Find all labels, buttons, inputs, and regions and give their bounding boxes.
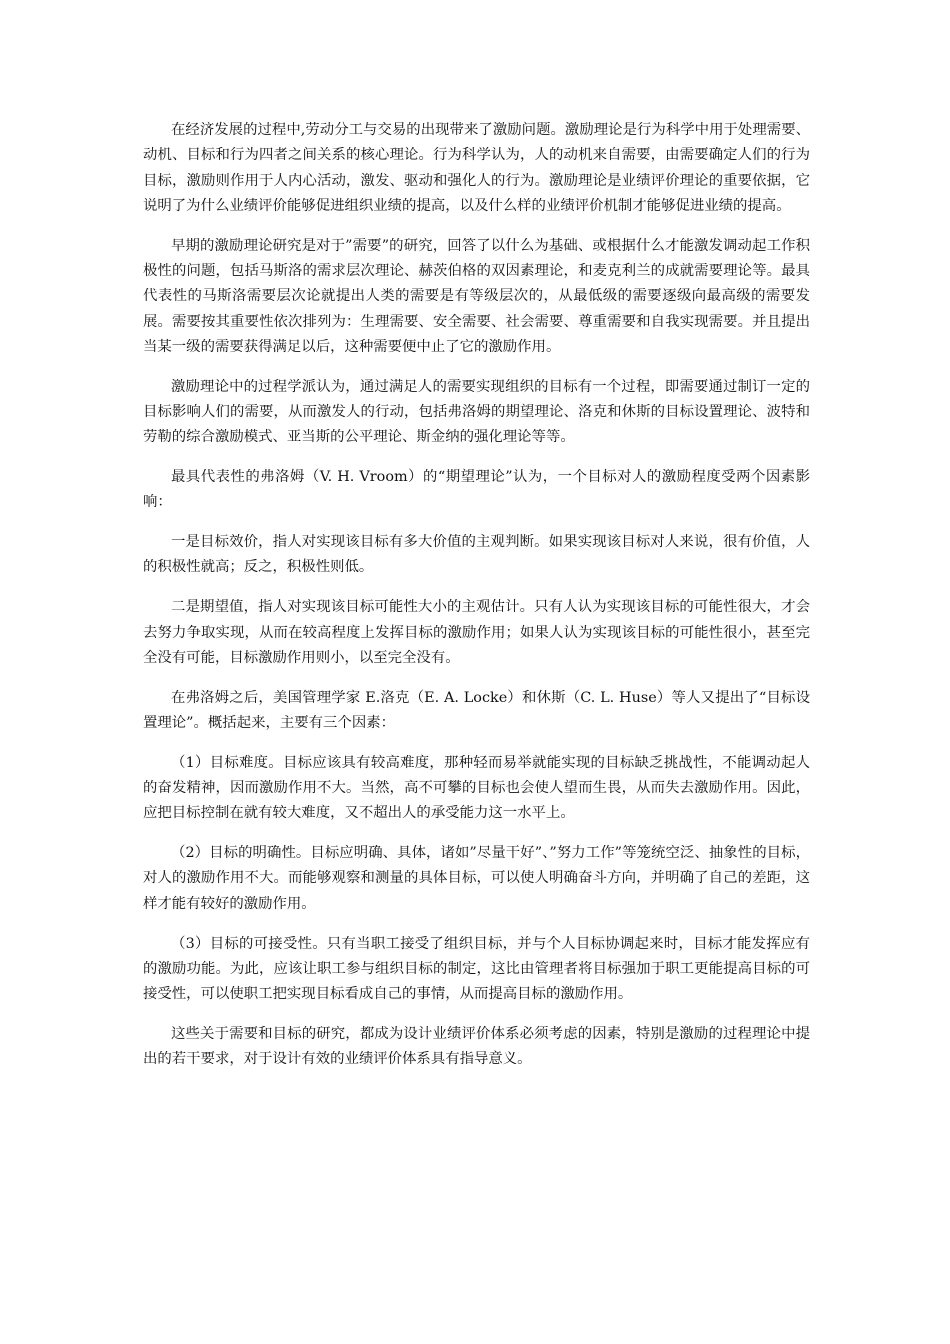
paragraph-4: 最具代表性的弗洛姆（V. H. Vroom）的“期望理论”认为，一个目标对人的激励程度受两个因素影响： xyxy=(143,469,810,511)
paragraph-1: 在经济发展的过程中,劳动分工与交易的出现带来了激励问题。激励理论是行为科学中用于处理需要、动机、目标和行为四者之间关系的核心理论。行为科学认为，人的动机来自需要，由需要确定人们的行为目标，激励则作用于人内心活动，激发、驱动和强化人的行为。激励理论是业绩评价理论的重要依据，它说明了为什么业绩评价能够促进组织业绩的提高，以及什么样的业绩评价机制才能够促进业绩的提高。 xyxy=(143,122,810,214)
paragraph-3: 激励理论中的过程学派认为，通过满足人的需要实现组织的目标有一个过程，即需要通过制订一定的目标影响人们的需要，从而激发人的行动，包括弗洛姆的期望理论、洛克和休斯的目标设置理论、波特和劳勒的综合激励模式、亚当斯的公平理论、斯金纳的强化理论等等。 xyxy=(143,378,810,446)
paragraph-8: （1）目标难度。目标应该具有较高难度，那种轻而易举就能实现的目标缺乏挑战性，不能调动起人的奋发精神，因而激励作用不大。当然，高不可攀的目标也会使人望而生畏，从而失去激励作用。因此，应把目标控制在就有较大难度，又不超出人的承受能力这一水平上。 xyxy=(143,754,810,822)
paragraph-5: 一是目标效价，指人对实现该目标有多大价值的主观判断。如果实现该目标对人来说，很有价值，人的积极性就高；反之，积极性则低。 xyxy=(143,534,810,576)
paragraph-9: （2）目标的明确性。目标应明确、具体，诸如”尽量干好”、”努力工作”等笼统空泛、抽象性的目标，对人的激励作用不大。而能够观察和测量的具体目标，可以使人明确奋斗方向，并明确了自己的差距，这样才能有较好的激励作用。 xyxy=(143,845,810,912)
paragraph-11: 这些关于需要和目标的研究，都成为设计业绩评价体系必须考虑的因素，特别是激励的过程理论中提出的若干要求，对于设计有效的业绩评价体系具有指导意义。 xyxy=(143,1025,810,1068)
paragraph-2: 早期的激励理论研究是对于”需要”的研究，回答了以什么为基础、或根据什么才能激发调动起工作积极性的问题，包括马斯洛的需求层次理论、赫茨伯格的双因素理论，和麦克利兰的成就需要理论等。最具代表性的马斯洛需要层次论就提出人类的需要是有等级层次的，从最低级的需要逐级向最高级的需要发展。需要按其重要性依次排列为：生理需要、安全需要、社会需要、尊重需要和自我实现需要。并且提出当某一级的需要获得满足以后，这种需要便中止了它的激励作用。 xyxy=(143,237,810,355)
paragraph-6: 二是期望值，指人对实现该目标可能性大小的主观估计。只有人认为实现该目标的可能性很大，才会去努力争取实现，从而在较高程度上发挥目标的激励作用；如果人认为实现该目标的可能性很小，甚至完全没有可能，目标激励作用则小，以至完全没有。 xyxy=(143,599,810,666)
document-body xyxy=(143,118,810,1087)
paragraph-10: （3）目标的可接受性。只有当职工接受了组织目标，并与个人目标协调起来时，目标才能发挥应有的激励功能。为此，应该让职工参与组织目标的制定，这比由管理者将目标强加于职工更能提高目标的可接受性，可以使职工把实现目标看成自己的事情，从而提高目标的激励作用。 xyxy=(143,935,810,1003)
paragraph-7: 在弗洛姆之后，美国管理学家 E.洛克（E. A. Locke）和休斯（C. L. Huse）等人又提出了“目标设置理论”。概括起来，主要有三个因素： xyxy=(143,689,810,731)
